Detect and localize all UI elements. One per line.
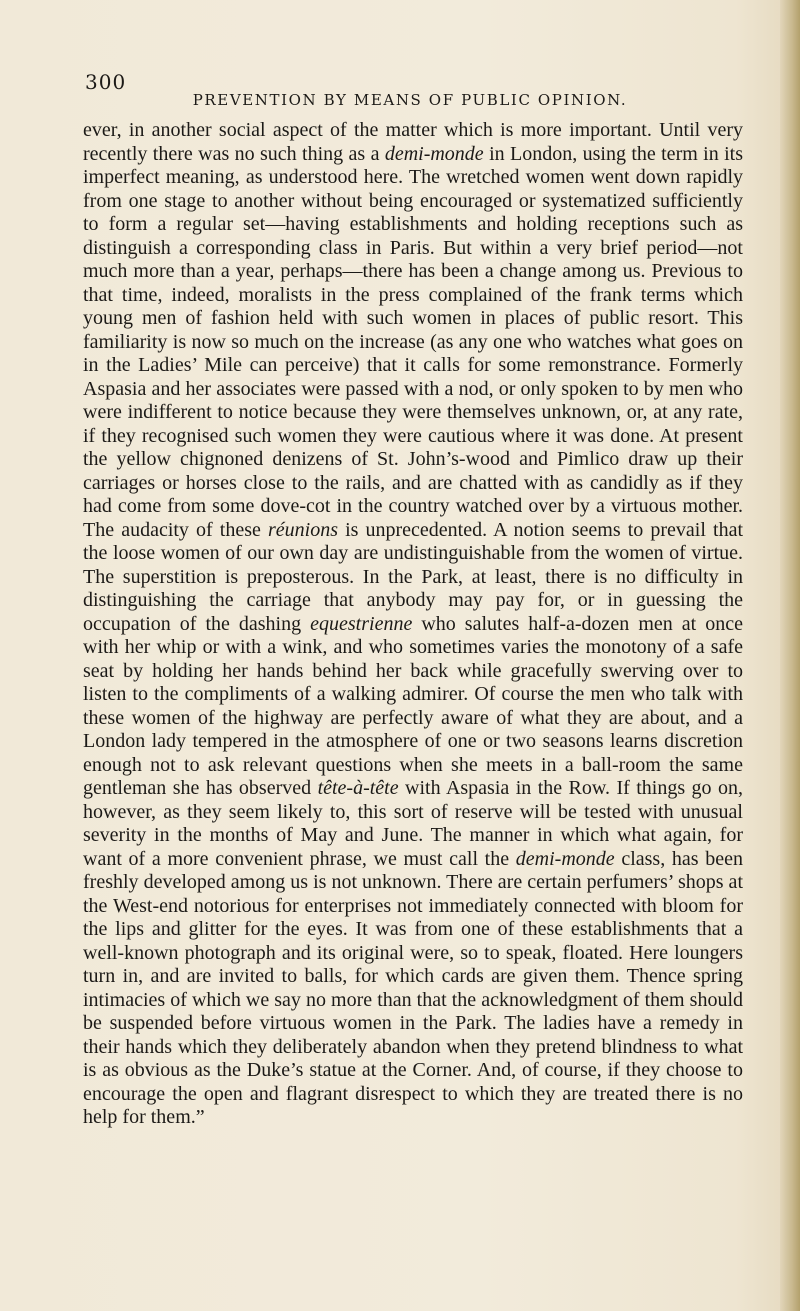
- text-segment: ever, in another social aspect of the matter which is more important. Until very recently there was no such thing as a: [83, 119, 743, 165]
- text-segment: class, has been freshly developed among us is not unknown. There are certain perfumers’ shops at the West-end notorious for enterprises not immediately connected with bloom for the lips and glitter for the eyes. It was from one of these establishments that a well-known photograph and its original were, so to speak, floated. Here loungers turn in, and are invited to balls, for which cards are given them. Thence spring intimacies of which we say no more than that the acknowledgment of them should be suspended before virtuous women in the Park. The ladies have a remedy in their hands which they deliberately abandon when they pretend blindness to what is as obvious as the Duke’s statue at the Corner. And, of course, if they choose to encourage the open and flagrant disrespect to which they are treated there is no help for them.”: [83, 847, 743, 1128]
- text-segment: in London, using the term in its imperfect meaning, as understood here. The wretched women went down rapidly from one stage to another without being encouraged or systematized sufficiently to form a regular set—having establishments and holding receptions such as distinguish a corresponding class in Paris. But within a very brief period—not much more than a year, perhaps—there has been a change among us. Previous to that time, indeed, moralists in the press complained of the frank terms which young men of fashion held with such women in places of public resort. This familiarity is now so much on the increase (as any one who watches what goes on in the Ladies’ Mile can perceive) that it calls for some remonstrance. Formerly Aspasia and her associates were passed with a nod, or only spoken to by men who were indifferent to notice because they were themselves unknown, or, at any rate, if they recognised such women they were cautious where it was done. At present the yellow chignoned denizens of St. John’s-wood and Pimlico draw up their carriages or horses close to the rails, and are chatted with as candidly as if they had come from some dove-cot in the country watched over by a virtuous mother. The audacity of these: [83, 142, 743, 541]
- text-segment: with Aspasia in the Row. If things go on, however, as they seem likely to, this sort of reserve will be tested with unusual severity in the months of May and June. The manner in which what again, for want of a more convenient phrase, we must call the: [83, 777, 743, 870]
- paragraph: [83, 119, 743, 1130]
- running-head: PREVENTION BY MEANS OF PUBLIC OPINION.: [192, 91, 628, 109]
- body-text: [83, 119, 743, 1130]
- italic-term: réunions: [267, 518, 338, 541]
- italic-term: demi-monde: [515, 847, 615, 870]
- page-edge: [780, 0, 800, 1311]
- italic-term: tête-à-tête: [317, 777, 399, 799]
- page-number: 300: [85, 70, 127, 94]
- italic-term: equestrienne: [310, 612, 413, 635]
- text-segment: is unprecedented. A notion seems to prevail that the loose women of our own day are undistinguishable from the women of virtue. The superstition is preposterous. In the Park, at least, there is no difficulty in distinguishing the carriage that anybody may pay for, or in guessing the occupation of the dashing: [83, 518, 743, 635]
- text-segment: who salutes half-a-dozen men at once with her whip or with a wink, and who sometimes varies the monotony of a safe seat by holding her hands behind her back while gracefully swerving over to listen to the compliments of a walking admirer. Of course the men who talk with these women of the highway are perfectly aware of what they are about, and a London lady tempered in the atmosphere of one or two seasons learns discretion enough not to ask relevant questions when she meets in a ball-room the same gentleman she has observed: [83, 612, 743, 799]
- italic-term: demi-monde: [384, 142, 484, 165]
